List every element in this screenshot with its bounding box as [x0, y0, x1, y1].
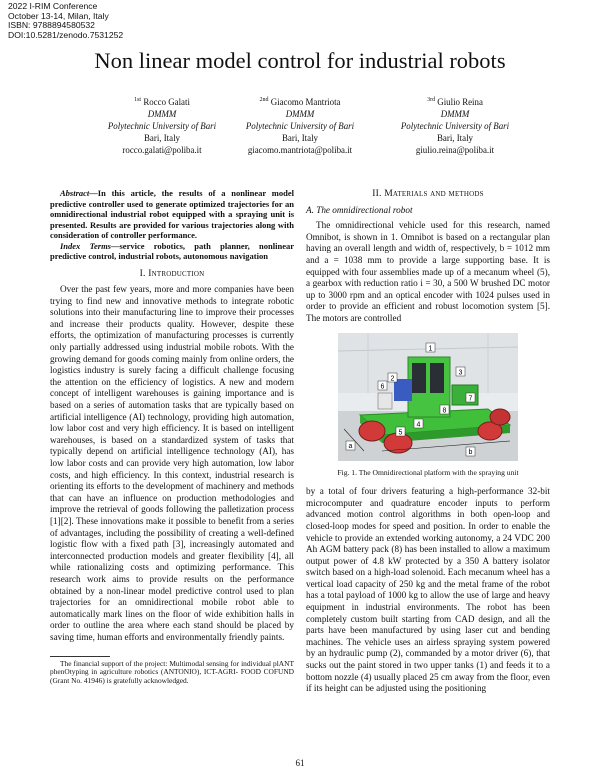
- author-order: 1st: [134, 97, 142, 103]
- conference-doi: DOI:10.5281/zenodo.7531252: [8, 29, 124, 40]
- author-city: Bari, Italy: [282, 132, 318, 143]
- mecanum-wheel: [490, 409, 510, 425]
- label-5: 5: [398, 429, 403, 437]
- label-4: 4: [416, 421, 421, 429]
- paper-title: Non linear model control for industrial robots: [94, 48, 506, 73]
- section-heading-introduction: I. Introduction: [139, 267, 205, 279]
- author-city: Bari, Italy: [437, 132, 473, 143]
- index-terms-label: Index Terms: [60, 240, 111, 251]
- index-terms-text: —service robotics, path planner, nonlinear predictive control, industrial robots, autonomous navigation: [50, 240, 294, 261]
- mecanum-wheel: [359, 421, 385, 441]
- page-number: 61: [295, 758, 305, 768]
- author-order: 3rd: [427, 97, 436, 103]
- label-8: 8: [442, 407, 447, 415]
- author-dept: DMMM: [147, 108, 177, 119]
- label-7: 7: [468, 395, 473, 403]
- label-1: 1: [428, 345, 433, 353]
- footnote: The financial support of the project: Multimodal sensing for individual plANT phenOtyping in agriculture robotics (ANTONIO), ICT-AGRI- FOOD COFUND (Grant No. 41946) is gratefully acknowledged.: [50, 658, 294, 685]
- paint-tank: [412, 363, 426, 393]
- abstract: [50, 188, 294, 241]
- author-email: giacomo.mantriota@poliba.it: [247, 144, 353, 155]
- conference-date: October 13-14, Milan, Italy: [8, 10, 109, 21]
- right-column: [306, 188, 550, 695]
- author-institution: Polytechnic University of Bari: [400, 120, 510, 131]
- subsection-heading: A. The omnidirectional robot: [306, 204, 413, 215]
- author-name: Rocco Galati: [143, 96, 190, 107]
- abstract-text: —In this article, the results of a nonlinear model predictive controller used to generate optimized trajectories for an omnidirectional industrial robot equipped with a spraying unit is presented. Results are provided for various trajectories along with consideration of controller performance.: [50, 188, 294, 240]
- author-dept: DMMM: [285, 108, 315, 119]
- left-column: [50, 188, 294, 685]
- label-6: 6: [380, 383, 385, 391]
- author-institution: Polytechnic University of Bari: [245, 120, 355, 131]
- conference-name: 2022 I-RIM Conference: [8, 1, 98, 11]
- author-institution: Polytechnic University of Bari: [107, 120, 217, 131]
- robot-photo: [338, 333, 518, 461]
- label-3: 3: [458, 369, 463, 377]
- label-b: b: [468, 448, 473, 456]
- figure-caption: Fig. 1. The Omnidirectional platform with the spraying unit: [337, 467, 519, 477]
- conference-info: [8, 2, 123, 40]
- figure-robot-photo: [338, 333, 518, 461]
- author-order: 2nd: [259, 97, 269, 103]
- abstract-label: Abstract: [60, 188, 90, 198]
- hydraulic-pump: [394, 379, 412, 401]
- author-3: [370, 94, 540, 156]
- label-a: a: [348, 442, 353, 450]
- paint-tank: [430, 363, 444, 393]
- footnote-rule: [50, 656, 110, 657]
- author-dept: DMMM: [440, 108, 470, 119]
- section-heading-materials: II. Materials and methods: [372, 188, 484, 199]
- author-email: giulio.reina@poliba.it: [415, 144, 495, 155]
- materials-paragraph-1: The omnidirectional vehicle used for this research, named Omnibot, is shown in 1. Omnibot is based on a rectangular plan having an overall length and width of, respectively, b = 1012 mm and a = 1038 mm to provide a large supporting base. It is equipped with four assemblies made up of a mecanum wheel (5), a gearbox with reduction ratio i = 30, a 500 W brushed DC motor up to 3000 rpm and an optical encoder with 1024 pulses used in order to provide an efficient and robust locomotion system [5]. The motors are controlled: [306, 220, 550, 323]
- index-terms: [50, 241, 294, 262]
- author-name: Giacomo Mantriota: [270, 96, 341, 107]
- materials-paragraph-2: by a total of four drivers featuring a high-performance 32-bit microcomputer and quadrature encoder inputs to perform advanced motion control algorithms in both open-loop and closed-loop modes for speed and position. In order to enable the vehicle to provide an extended working autonomy, a 24 VDC 200 Ah AGM battery pack (8) has been installed to allow a maximum output power of 4.8 kW protected by a 350 A battery isolator switch based on a high-load solenoid. Each mecanum wheel has a vertical load capacity of 250 kg and the metal frame of the robot has a total payload of 1000 kg to allow the use of large and heavy equipment in industrial environments. The robot has been completely custom built starting from CAD design, and all the parts have been manufactured by using laser cut and bending machines. The vehicle uses an airless spraying system powered by an hydraulic pump (2), commanded by a motor driver (6), that sucks out the paint stored in two upper tanks (1) and feeds it to a bottom nozzle (4) usually placed 25 cm away from the floor, even if its height can be adjusted using the positioning: [306, 486, 550, 694]
- conference-isbn: ISBN: 9788894580532: [8, 20, 95, 31]
- author-city: Bari, Italy: [144, 132, 180, 143]
- author-email: rocco.galati@poliba.it: [122, 144, 202, 155]
- label-2: 2: [390, 375, 395, 383]
- motor-driver: [378, 393, 392, 409]
- introduction-paragraph: Over the past few years, more and more companies have been trying to find new and innovative methods to integrate robotic solutions into their manufacturing line to improve their processes and increase their products quality. However, despite these efforts, the optimization of manufacturing processes is currently only partially addressed using industrial mobile robots. With the growing demand for goods coming mainly from online orders, the logistics industry is surely facing a difficult challenge focusing the attention on the efficiency of logistics. A new and modern concept of intelligent warehouses is gaining importance and is based on a series of automation tasks that are typically based on artificial intelligence (AI) technology, providing high automation, low labor cost and very high efficiency. It is based on intelligent warehouses, is based on a standardized system of tasks that typically depend on artificial intelligence technology (AI), has low labor costs and can provide very high automation, low labor costs, and high efficiency. In this context, industrial research is orienting its efforts to the development of machinery and methods that can have an influence on production methodologies and improve the retrieval of goods following the palletization process [1][2]. These innovations make it possible to benefit from a series of advantages, including the possibility of creating a well-defined logistic flow with a fixed path [3], increasingly automated and interconnected production models and greater flexibility [4], all while rationalizing costs and optimizing performance. This research work aims to provide results on the performance obtained by a non-linear model predictive control used to plan trajectories for an omnidirectional mobile robot able to automatically mark lines on the floor of wide exhibition halls in order to outline the area where each stand should be placed by saving time, human efforts and environmentally friendly paints.: [50, 284, 294, 642]
- author-name: Giulio Reina: [437, 96, 483, 107]
- author-2: [215, 94, 385, 156]
